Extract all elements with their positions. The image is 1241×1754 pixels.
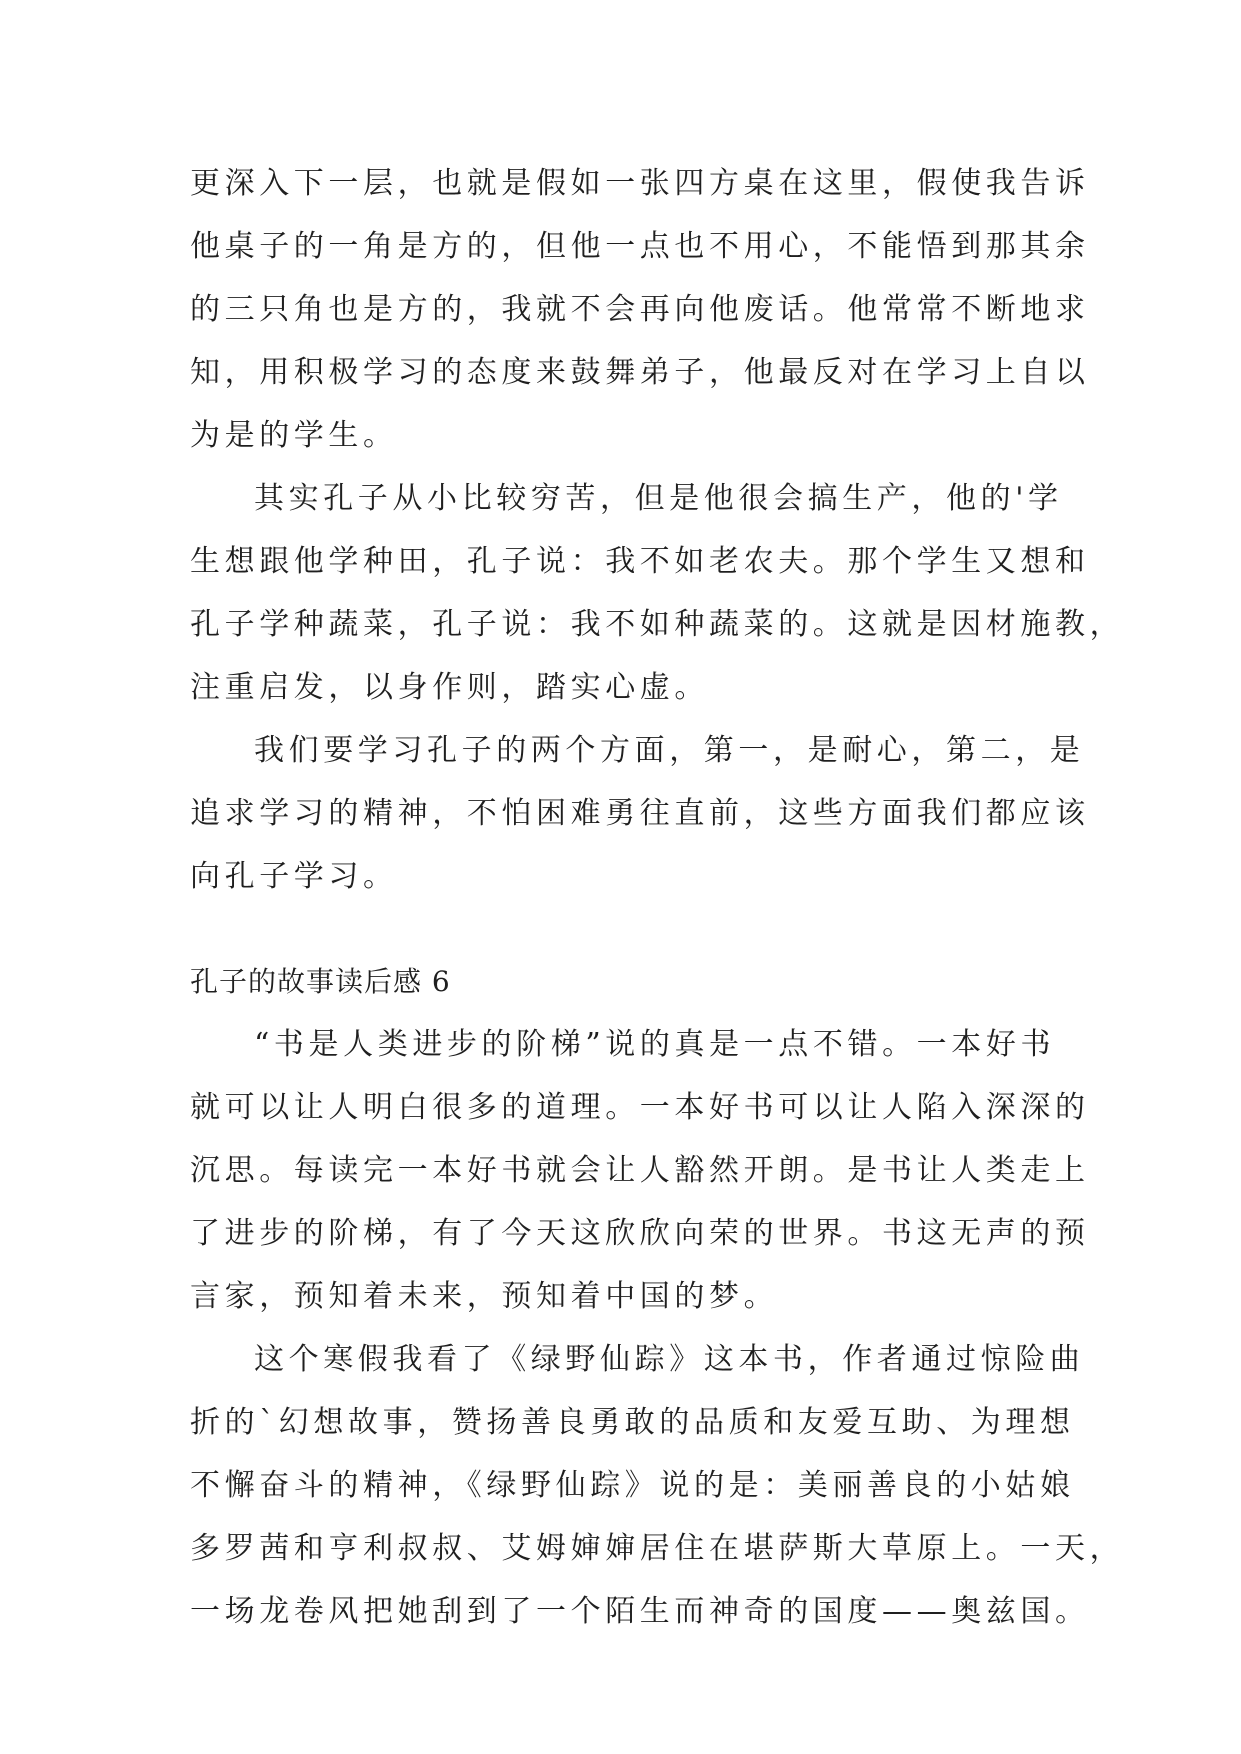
text-line: 孔子学种蔬菜，孔子说：我不如种蔬菜的。这就是因材施教， [190,607,1125,642]
text-line: 这个寒假我看了《绿野仙踪》这本书，作者通过惊险曲 [254,1342,1085,1377]
text-line: 了进步的阶梯，有了今天这欣欣向荣的世界。书这无声的预 [190,1216,1090,1251]
text-line: 向孔子学习。 [190,859,398,894]
text-line: “书是人类进步的阶梯”说的真是一点不错。一本好书 [254,1027,1056,1062]
text-line: 不懈奋斗的精神，《绿野仙踪》说的是：美丽善良的小姑娘 [190,1468,1075,1503]
text-line: 为是的学生。 [190,418,398,453]
text-line: 折的`幻想故事，赞扬善良勇敢的品质和友爱互助、为理想 [190,1405,1075,1440]
text-line: 他桌子的一角是方的，但他一点也不用心，不能悟到那其余 [190,229,1090,264]
text-line: 生想跟他学种田，孔子说：我不如老农夫。那个学生又想和 [190,544,1090,579]
text-line: 注重启发，以身作则，踏实心虚。 [190,670,709,705]
text-line: 我们要学习孔子的两个方面，第一，是耐心，第二，是 [254,733,1085,768]
text-line: 多罗茜和亨利叔叔、艾姆婶婶居住在堪萨斯大草原上。一天， [190,1531,1125,1566]
text-line: 知，用积极学习的态度来鼓舞弟子，他最反对在学习上自以 [190,355,1090,390]
text-line: 沉思。每读完一本好书就会让人豁然开朗。是书让人类走上 [190,1153,1090,1188]
text-line: 言家，预知着未来，预知着中国的梦。 [190,1279,779,1314]
text-line: 追求学习的精神，不怕困难勇往直前，这些方面我们都应该 [190,796,1090,831]
text-line: 其实孔子从小比较穷苦，但是他很会搞生产，他的'学 [254,481,1063,516]
text-line: 就可以让人明白很多的道理。一本好书可以让人陷入深深的 [190,1090,1090,1125]
text-line: 更深入下一层，也就是假如一张四方桌在这里，假使我告诉 [190,166,1090,201]
text-line: 一场龙卷风把她刮到了一个陌生而神奇的国度——奥兹国。 [190,1594,1090,1629]
section-heading: 孔子的故事读后感 6 [190,965,451,998]
text-line: 的三只角也是方的，我就不会再向他废话。他常常不断地求 [190,292,1090,327]
